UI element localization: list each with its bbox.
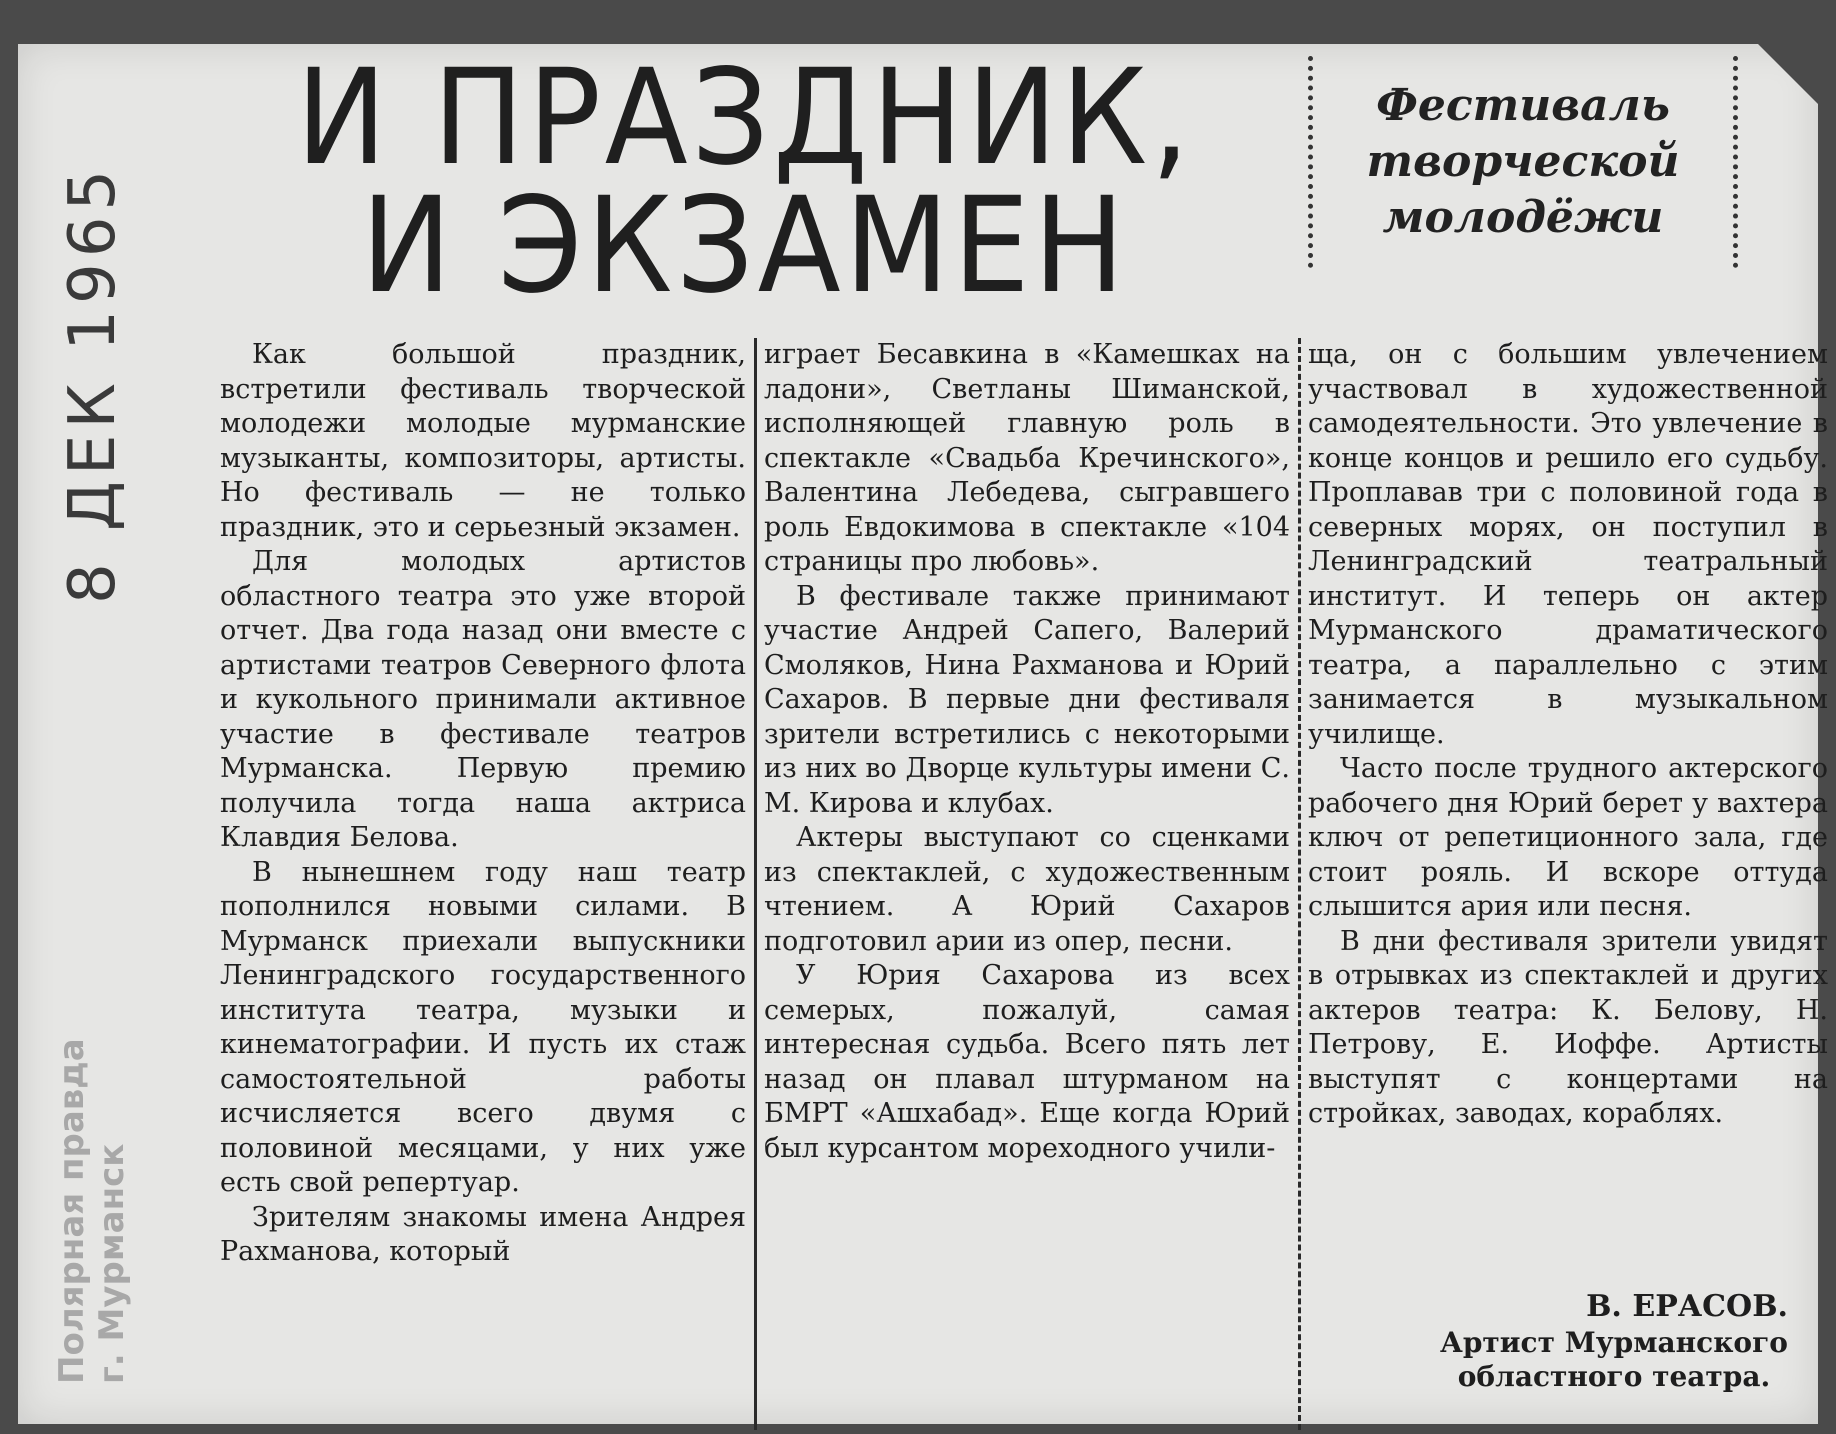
paragraph: Как большой праздник, встретили фестиваль творческой молодежи молодые мурманские музыканты, композиторы, артисты. Но фестиваль — не только праздник, это и серьезный экзамен. — [220, 339, 746, 543]
author-title-line-1: Артист Мурманского — [1440, 1326, 1788, 1359]
author-signature — [1404, 1288, 1824, 1394]
newspaper-name: Полярная правда — [52, 1038, 92, 1384]
paragraph: У Юрия Сахарова из всех семерых, пожалуй, самая интересная судьба. Всего пять лет назад он плавал штурманом на БМРТ «Ашхабад». Еще когда Юрий был курсантом мореходного учили- — [764, 960, 1290, 1164]
author-name: В. ЕРАСОВ. — [1586, 1289, 1788, 1324]
paragraph: Актеры выступают со сценками из спектаклей, с художественным чтением. А Юрий Сахаров подготовил арии из опер, песни. — [764, 822, 1290, 957]
paragraph: В нынешнем году наш театр пополнился новыми силами. В Мурманск приехали выпускники Ленинградского государственного института театра, музыки и кинематографии. И пусть их стаж самостоятельной работы исчисляется всего двумя с половиной месяцами, у них уже есть свой репертуар. — [220, 856, 746, 1198]
column-divider — [1298, 338, 1301, 1430]
headline-line-2: И ЭКЗАМЕН — [360, 169, 1129, 323]
author-title-line-2: областного театра. — [1457, 1360, 1771, 1393]
rubric-line-3: молодёжи — [1382, 192, 1664, 243]
headline-line-1: И ПРАЗДНИК, — [295, 41, 1194, 195]
paragraph: Для молодых артистов областного театра это уже второй отчет. Два года назад они вместе с артистами театров Северного флота и кукольного принимали активное участие в фестивале театров Мурманска. Первую премию получила тогда наша актриса Клавдия Белова. — [220, 546, 746, 853]
paragraph: играет Бесавкина в «Камешках на ладони», Светланы Шиманской, исполняющей главную роль в спектакле «Свадьба Кречинского», Валентина Лебедева, сыгравшего роль Евдокимова в спектакле «104 страницы про любовь». — [764, 339, 1290, 577]
rubric-line-1: Фестиваль — [1376, 80, 1670, 131]
date-stamp: 8 ДЕК 1965 — [56, 163, 130, 604]
column-divider — [754, 338, 757, 1430]
article-column-2 — [764, 338, 1290, 1166]
newspaper-stamp — [52, 1038, 132, 1384]
rubric-box — [1308, 56, 1738, 268]
headline — [280, 41, 1209, 323]
rubric-line-2: творческой — [1366, 136, 1680, 187]
paragraph: В фестивале также принимают участие Андрей Сапего, Валерий Смоляков, Нина Рахманова и Юрий Сахаров. В первые дни фестиваля зрители встретились с некоторыми из них во Дворце культуры имени С. М. Кирова и клубах. — [764, 580, 1290, 819]
paragraph: ща, он с большим увлечением участвовал в художественной самодеятельности. Это увлечение в конце концов и решило его судьбу. Проплавав три с половиной года в северных морях, он поступил в Ленинградский театральный институт. И теперь он актер Мурманского драматического театра, а параллельно с этим занимается в музыкальном училище. — [1308, 339, 1828, 750]
newspaper-city: г. Мурманск — [92, 1143, 132, 1384]
article-column-3 — [1308, 338, 1828, 1132]
paragraph: Часто после трудного актерского рабочего дня Юрий берет у вахтера ключ от репетиционного зала, где стоит рояль. И вскоре оттуда слышится ария или песня. — [1308, 753, 1828, 922]
paragraph: В дни фестиваля зрители увидят в отрывках из спектаклей и других актеров театра: К. Белову, Н. Петрову, Е. Иоффе. Артисты выступят с концертами на стройках, заводах, кораблях. — [1308, 925, 1828, 1129]
torn-corner — [1758, 44, 1818, 104]
newspaper-clipping — [18, 41, 1828, 1424]
article-column-1 — [220, 338, 746, 1270]
paragraph: Зрителям знакомы имена Андрея Рахманова, который — [220, 1201, 746, 1267]
